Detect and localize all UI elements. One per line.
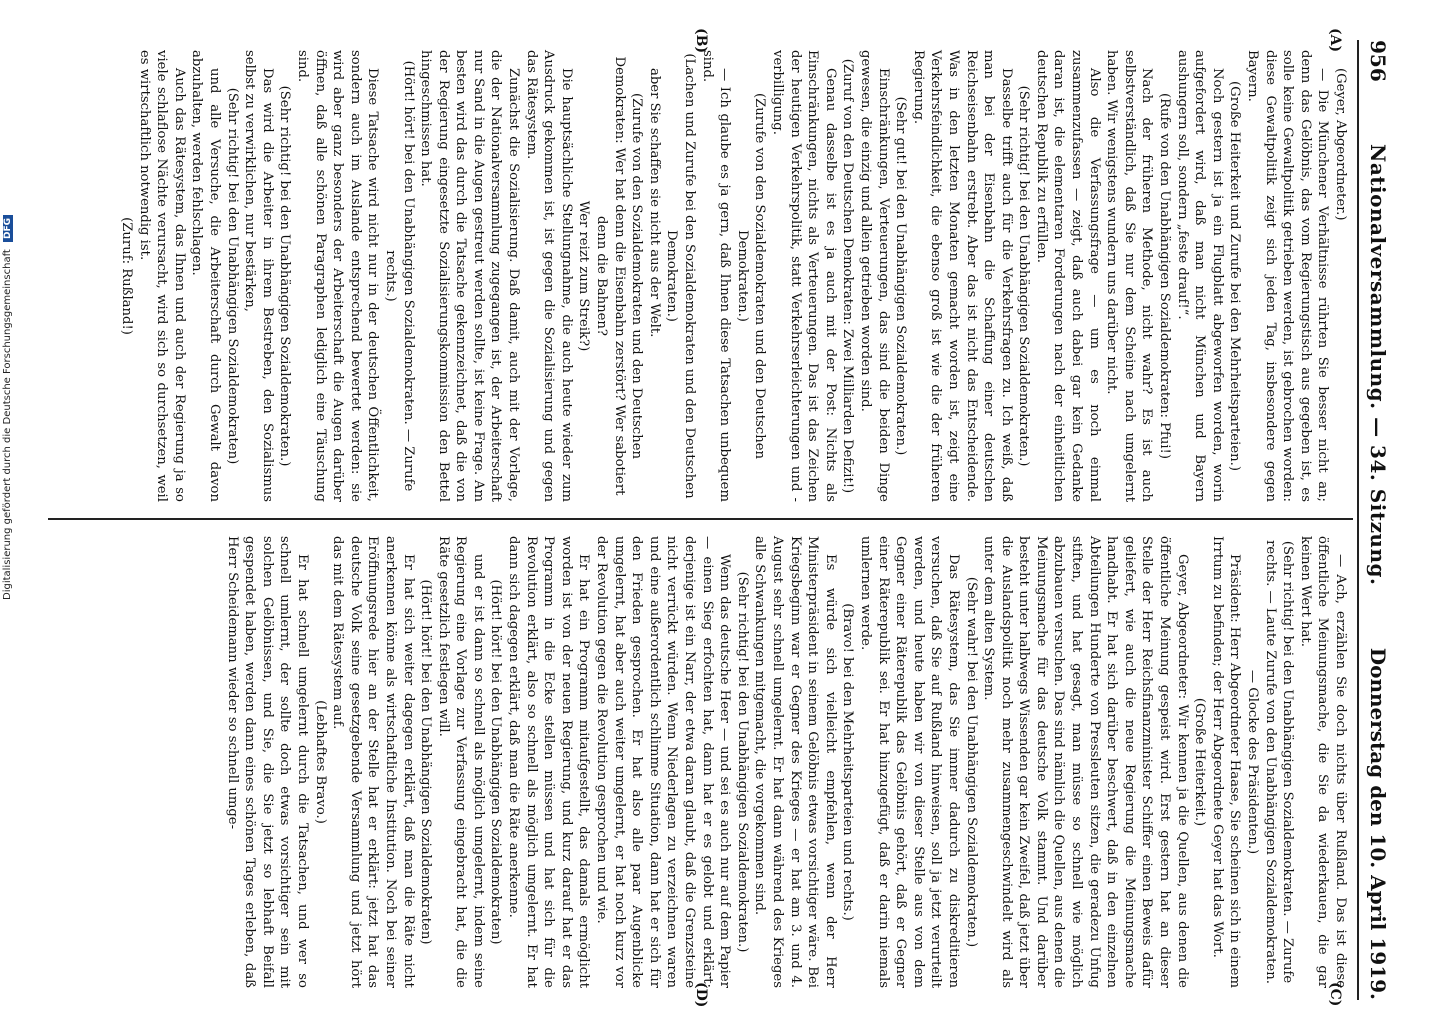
paragraph: (Große Heiterkeit und Zurufe bei den Mehrheitsparteien.): [1227, 81, 1243, 471]
page-title: Nationalversammlung. — 34. Sitzung.: [1366, 144, 1390, 586]
paragraph: (Hört! hört! bei den Unabhängigen Sozialdemokraten): [418, 579, 434, 945]
paragraph: (Hört! hört! bei den Unabhängigen Sozialdemokraten. — Zurufe rechts.): [382, 60, 416, 492]
paragraph: Die hauptsächliche Stellungnahme, die auch heute wieder zum Ausdruck gekommen ist, ist gegen die Sozialisierung und gegen das Rätesystem.: [523, 50, 574, 502]
paragraph: (Zuruf von den Deutschen Demokraten: Zwei Milliarden Defizit!): [840, 58, 856, 494]
paragraph: (Lebhaftes Bravo.): [312, 700, 328, 824]
paragraph: — Die Münchener Verhältnisse rührten Sie besser nicht an; denn das Gelöbnis, das vom Regierungstisch aus gegeben ist, es solle keine Gewaltpolitik getrieben werden, ist gebrochen worden: diese Gewaltpolitik zeigt sich jeden Tag, insbesondere gegen Bayern.: [1245, 50, 1331, 502]
marker-a: (A): [1327, 28, 1343, 53]
scanned-page: [34, 20, 1409, 1020]
paragraph: Noch gestern ist ja ein Flugblatt abgeworfen worden, worin aufgefordert wird, daß man nicht München und Bayern aushungern soll, sondern „feste drauf!“.: [1174, 50, 1225, 502]
header-rule: [1357, 40, 1359, 1000]
dfg-logo: DFG: [3, 215, 13, 242]
paragraph: (Sehr wahr! bei den Unabhängigen Sozialdemokraten.): [963, 576, 979, 948]
paragraph: (Zurufe von den Sozialdemokraten und den Deutschen Demokraten: Wer hat denn die Eisenbahn zerstört? Wer sabotiert denn die Bahnen?: [594, 56, 645, 496]
paragraph: (Große Heiterkeit.): [1192, 697, 1208, 827]
paragraph: Nach der früheren Methode, nicht wahr? Es ist auch selbstverständlich, daß Sie nur dem Scheine nach umgelernt haben. Wir wenigstens wundern uns darüber nicht.: [1104, 50, 1155, 502]
marker-b: (B): [693, 28, 709, 54]
paragraph: Präsident: Herr Abgeordneter Haase, Sie scheinen sich in einem Irrtum zu befinden; der Herr Abgeordnete Geyer hat das Wort.: [1209, 536, 1243, 988]
paragraph: (Sehr richtig! bei den Unabhängigen Sozialdemokraten.): [734, 571, 750, 953]
paragraph: Er hat ein Programm mitaufgestellt, das damals ermöglicht worden ist von der neuen Regierung, und kurz darauf hat er das Programm in die Ecke stellen müssen und hat sich für die Revolution erklärt, also so schnell als möglich umgelernt. Er hat dann sich dagegen erklärt, daß man die Räte anerkenne.: [506, 536, 592, 988]
paragraph: Er hat sich weiter dagegen erklärt, daß man die Räte nicht anerkennen könne als wirtschaftliche Institution. Noch bei seiner Eröffnungsrede hier an der Stelle hat er erklärt: jetzt hat das deutsche Volk seine gesetzgebende Versammlung und jetzt hört das mit dem Rätesystem auf.: [330, 536, 416, 988]
marker-c: (C): [1327, 982, 1343, 1007]
page-header: [1361, 40, 1395, 1000]
credit-text: Digitalisierung gefördert durch die Deutsche Forschungsgemeinschaft: [2, 249, 13, 600]
paragraph: Einschränkungen, Verteuerungen, das sind die beiden Dinge gewesen, die einzig und allein getrieben worden sind.: [857, 50, 891, 502]
paragraph: (Hört! hört! bei den Unabhängigen Sozialdemokraten): [488, 579, 504, 945]
paragraph: (Zurufe von den Sozialdemokraten und den Deutschen Demokraten.): [734, 92, 768, 459]
paragraph: Das wird die Arbeiter in ihrem Bestreben, den Sozialismus selbst zu verwirklichen, nur bestärken,: [242, 50, 275, 502]
paragraph: Diese Tatsache wird nicht nur in der deutschen Öffentlichkeit, sondern auch im Auslande entsprechend bewertet werden: sie wird aber ganz besonders der Arbeiterschaft die Augen darüber öffnen, daß alle schönen Paragraphen lediglich eine Täuschung sind.: [294, 50, 381, 502]
paragraph: Er hat schnell umgelernt durch die Tatsachen, und wer so schnell umlernt, der sollte doch etwas vorsichtiger sein mit solchen Gelöbnissen, und Sie, die Sie jetzt so lebhaft Beifall gespendet haben, werden dann eines schönen Tages erleben, daß Herr Scheidemann wieder so schnell umge-: [224, 536, 310, 988]
paragraph: und er ist dann so schnell als möglich umgelernt, indem seine Regierung eine Vorlage zur Verfassung eingebracht hat, die die Räte gesetzlich festlegen will.: [435, 536, 486, 988]
paragraph: Wenn das deutsche Heer — und sei es auch nur auf dem Papier — einen Sieg erfochten hat, dann hat er es gelobt und erklärt: derjenige ist ein Narr, der etwa daran glaubt, daß die Grenzsteine nicht verrückt würden. Wenn Niederlagen zu verzeichnen waren und eine außerordentlich schlimme Situation, dann hat er sich für den Frieden gesprochen. Er hat also alle paar Augenblicke umgelernt, hat aber auch weiter umgelernt, er hat noch kurz vor der Revolution gegen die Revolution gesprochen und wie.: [594, 536, 733, 988]
paragraph: (Zuruf: Rußland!): [119, 217, 135, 335]
paragraph: — Ach, erzählen Sie doch nichts über Rußland. Das ist diese öffentliche Meinungsmache, die Sie da wiederkauen, die gar keinen Wert hat.: [1297, 536, 1348, 988]
page-number: 956: [1366, 40, 1390, 82]
paragraph: Dasselbe trifft auch für die Verkehrsfragen zu. Ich weiß, daß man bei der Eisenbahn die Schaffung einer deutschen Reichseisenbahn erstrebt. Aber das ist nicht das Entscheidende. Was in den letzten Monaten gemacht worden ist, zeigt eine Verkehrsfeindlichkeit, die ebenso groß ist wie die der früheren Regierung.: [910, 50, 1014, 502]
digitization-credit: [2, 215, 13, 600]
paragraph: Auch das Rätesystem, das Ihnen und auch der Regierung ja so viele schlaflose Nächte verursacht, wird sich so durchsetzen, weil es wirtschaftlich notwendig ist.: [136, 50, 187, 502]
paragraph: (Lachen und Zurufe bei den Sozialdemokraten und den Deutschen Demokraten.): [664, 53, 698, 499]
left-column: [117, 50, 1349, 502]
paragraph: und alle Versuche, die Arbeiterschaft durch Gewalt davon abzuhalten, werden fehlschlagen.: [189, 50, 222, 502]
column-rule: [48, 518, 1353, 520]
paragraph: (Sehr gut! bei den Unabhängigen Sozialdemokraten.): [893, 96, 909, 456]
paragraph: — Ich glaube es ja gern, daß Ihnen diese Tatsachen unbequem sind.: [699, 50, 733, 502]
paragraph: (Sehr richtig! bei den Unabhängigen Sozialdemokraten.): [1016, 85, 1032, 467]
paragraph: (Sehr richtig! bei den Unabhängigen Sozialdemokraten.): [277, 85, 293, 467]
paragraph: (Sehr richtig! bei den Unabhängigen Sozialdemokraten): [224, 87, 240, 465]
paragraph: Es würde sich vielleicht empfehlen, wenn der Herr Ministerpräsident in seinem Gelöbnis etwas vorsichtiger wäre. Bei Kriegsbeginn war er Gegner des Krieges — er hat am 3. und 4. August sehr schnell umgelernt. Er hat dann während des Krieges alle Schwankungen mitgemacht, die vorgekommen sind.: [752, 536, 838, 988]
paragraph: aber Sie schaffen sie nicht aus der Welt.: [646, 68, 662, 338]
paragraph: (Bravo! bei den Mehrheitsparteien und rechts.): [840, 603, 856, 921]
paragraph: (Sehr richtig! bei den Unabhängigen Sozialdemokraten. — Zurufe rechts. — Laute Zurufe von den Unabhängigen Sozialdemokraten. — Glocke des Präsidenten.): [1245, 540, 1296, 984]
paragraph: Das Rätesystem, das Sie immer dadurch zu diskreditieren versuchen, daß Sie auf Rußland hinweisen, soll ja jetzt verurteilt werden, und heute haben wir von dieser Stelle aus von dem Gegner einer Räterepublik das Gelöbnis gehört, daß er Gegner einer Räterepublik sei. Er hat hinzugefügt, daß er darin niemals umlernen werde.: [857, 536, 961, 988]
paragraph: Geyer, Abgeordneter: Wir kennen ja die Quellen, aus denen die öffentliche Meinung gespeist wird. Erst gestern hat an dieser Stelle der Herr Reichsfinanzminister Schiffer einen Beweis dafür geliefert, wie auch die neue Regierung die Meinungsmache handhabt. Er hat sich darüber beschwert, daß in den einzelnen Abteilungen Hunderte von Pressleuten sitzen, die geradezu Unfug stiften, und hat gesagt, man müsse so schnell wie möglich abzubauen versuchen. Das sind nämlich die Quellen, aus denen die Meinungsmache für das deutsche Volk stammt. Und darüber besteht unter halbwegs Wissenden gar kein Zweifel, daß jetzt über die Auslandspolitik noch mehr zusammengeschwindelt wird als unter dem alten System.: [981, 536, 1190, 988]
page-upright: [34, 20, 1409, 1020]
paragraph: Wer reizt zum Streik?): [576, 200, 592, 352]
paragraph: (Rufe von den Unabhängigen Sozialdemokraten: Pfui!): [1157, 92, 1173, 459]
marker-d: (D): [693, 982, 709, 1008]
paragraph: (Geyer, Abgeordneter.): [1333, 68, 1348, 221]
right-column: [223, 536, 1349, 988]
paragraph: Zunächst die Sozialisierung. Daß damit, auch mit der Vorlage, die der Nationalversammlung zugegangen ist, der Arbeiterschaft nur Sand in die Augen gestreut werden sollte, ist keine Frage. Am besten wird das durch die Tatsache gekennzeichnet, daß die von der Regierung eingesetzte Sozialisierungskommission den Bettel hingeschmissen hat.: [418, 50, 522, 502]
paragraph: Also die Verfassungsfrage — um es noch einmal zusammenzufassen — zeigt, daß auch dabei gar kein Gedanke daran ist, die elementaren Forderungen nach der einheitlichen deutschen Republik zu erfüllen.: [1033, 50, 1102, 502]
page-date: Donnerstag den 10. April 1919.: [1366, 647, 1390, 1000]
paragraph: Genau dasselbe ist es ja auch mit der Post: Nichts als Einschränkungen, nichts als Verteuerungen. Das ist das Zeichen der heutigen Verkehrspolitik, statt Verkehrserleichterungen und -verbilligung.: [770, 50, 838, 502]
